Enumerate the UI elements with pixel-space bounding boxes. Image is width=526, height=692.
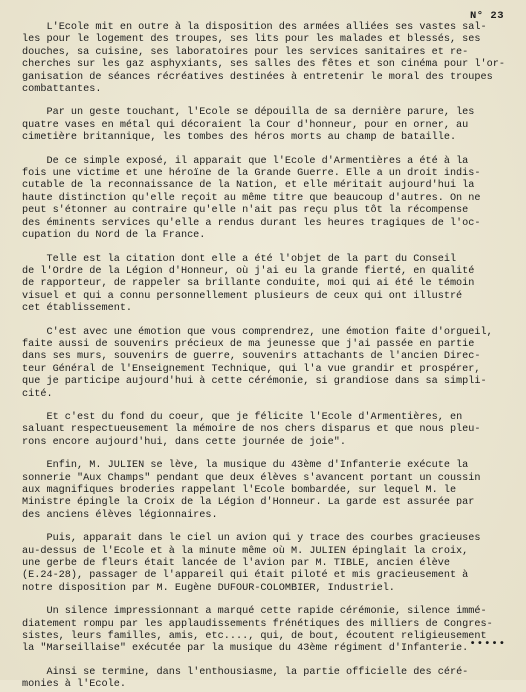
- paragraph-8: Puis, apparait dans le ciel un avion qui y trace des courbes gracieuses au-dessus de l'Ecole et à la minute même où M. JULIEN épinglait la croix, une gerbe de fleurs était lancée de l'avion par M. TIBLE, ancien élève (E.24-28), passager de l'appareil qui était piloté et mis gracieusement à notre disposition par M. Eugène DUFOUR-COLOMBIER, Industriel.: [22, 533, 481, 594]
- paragraph-10: Ainsi se termine, dans l'enthousiasme, la partie officielle des céré- monies à l'Ecole.: [22, 666, 469, 691]
- paragraph-9: Un silence impressionnant a marqué cette rapide cérémonie, silence immé- diatement rompu par les applaudissements frénétiques des milliers de Congres- sistes, leurs familles, amis, etc...., qui, de bout, écoutent religieusement la "Marseillaise" exécutée par la musique du 43ème régiment d'Infanterie.: [22, 606, 493, 655]
- paragraph-5: C'est avec une émotion que vous comprendrez, une émotion faite d'orgueil, faite aussi de souvenirs précieux de ma jeunesse que j'ai passée en partie dans ses murs, souvenirs de guerre, souvenirs attachants de l'ancien Direc- teur Général de l'Enseignement Technique, qui l'a vue grandir et prospérer, que je participe aujourd'hui à cette cérémonie, si grandiose dans sa simpli- cité.: [22, 326, 493, 400]
- paragraph-3: De ce simple exposé, il apparait que l'Ecole d'Armentières a été à la fois une victime et une héroïne de la Grande Guerre. Elle a un droit indis- cutable de la reconnaissance de la Nation, et elle méritait aujourd'hui la haute distinction qu'elle reçoit au même titre que beaucoup d'autres. On ne peut s'étonner au contraire qu'elle n'ait pas reçu plus tôt la récompense des éminents services qu'elle a rendus durant les heures tragiques de l'oc- cupation du Nord de la France.: [22, 155, 481, 242]
- end-mark: •••••: [469, 638, 506, 650]
- paragraph-4: Telle est la citation dont elle a été l'objet de la part du Conseil de l'Ordre de la Légion d'Honneur, où j'ai eu la grande fierté, en qualité de rapporteur, de rappeler sa brillante conduite, moi qui ai été le témoin visuel et qui a connu personnellement plusieurs de ceux qui ont illustré cet établissement.: [22, 253, 475, 315]
- document-body: [22, 22, 512, 692]
- paragraph-7: Enfin, M. JULIEN se lève, la musique du 43ème d'Infanterie exécute la sonnerie "Aux Champs" pendant que deux élèves s'avancent portant un coussin aux magnifiques broderies rappelant l'Ecole bombardée, sur lequel M. le Ministre épingle la Croix de la Légion d'Honneur. La garde est assurée par des anciens élèves légionnaires.: [22, 460, 481, 521]
- paragraph-6: Et c'est du fond du coeur, que je félicite l'Ecole d'Armentières, en saluant respectueusement la mémoire de nos chers disparus et que nous pleu- rons encore aujourd'hui, dans cette journée de joie".: [22, 411, 481, 448]
- paragraph-2: Par un geste touchant, l'Ecole se dépouilla de sa dernière parure, les quatre vases en métal qui décoraient la Cour d'honneur, pour en orner, au cimetière britannique, les tombes des héros morts au champ de bataille.: [22, 107, 475, 144]
- paragraph-1: L'Ecole mit en outre à la disposition des armées alliées ses vastes sal- les pour le logement des troupes, ses lits pour les malades et blessés, ses douches, sa cuisine, ses laboratoires pour les services sanitaires et re- cherches sur les gaz asphyxiants, ses salles des fêtes et son cinéma pour l'or- ganisation de séances récréatives destinées à entretenir le moral des troupes combattantes.: [22, 22, 505, 96]
- page-number: N° 23: [469, 10, 504, 22]
